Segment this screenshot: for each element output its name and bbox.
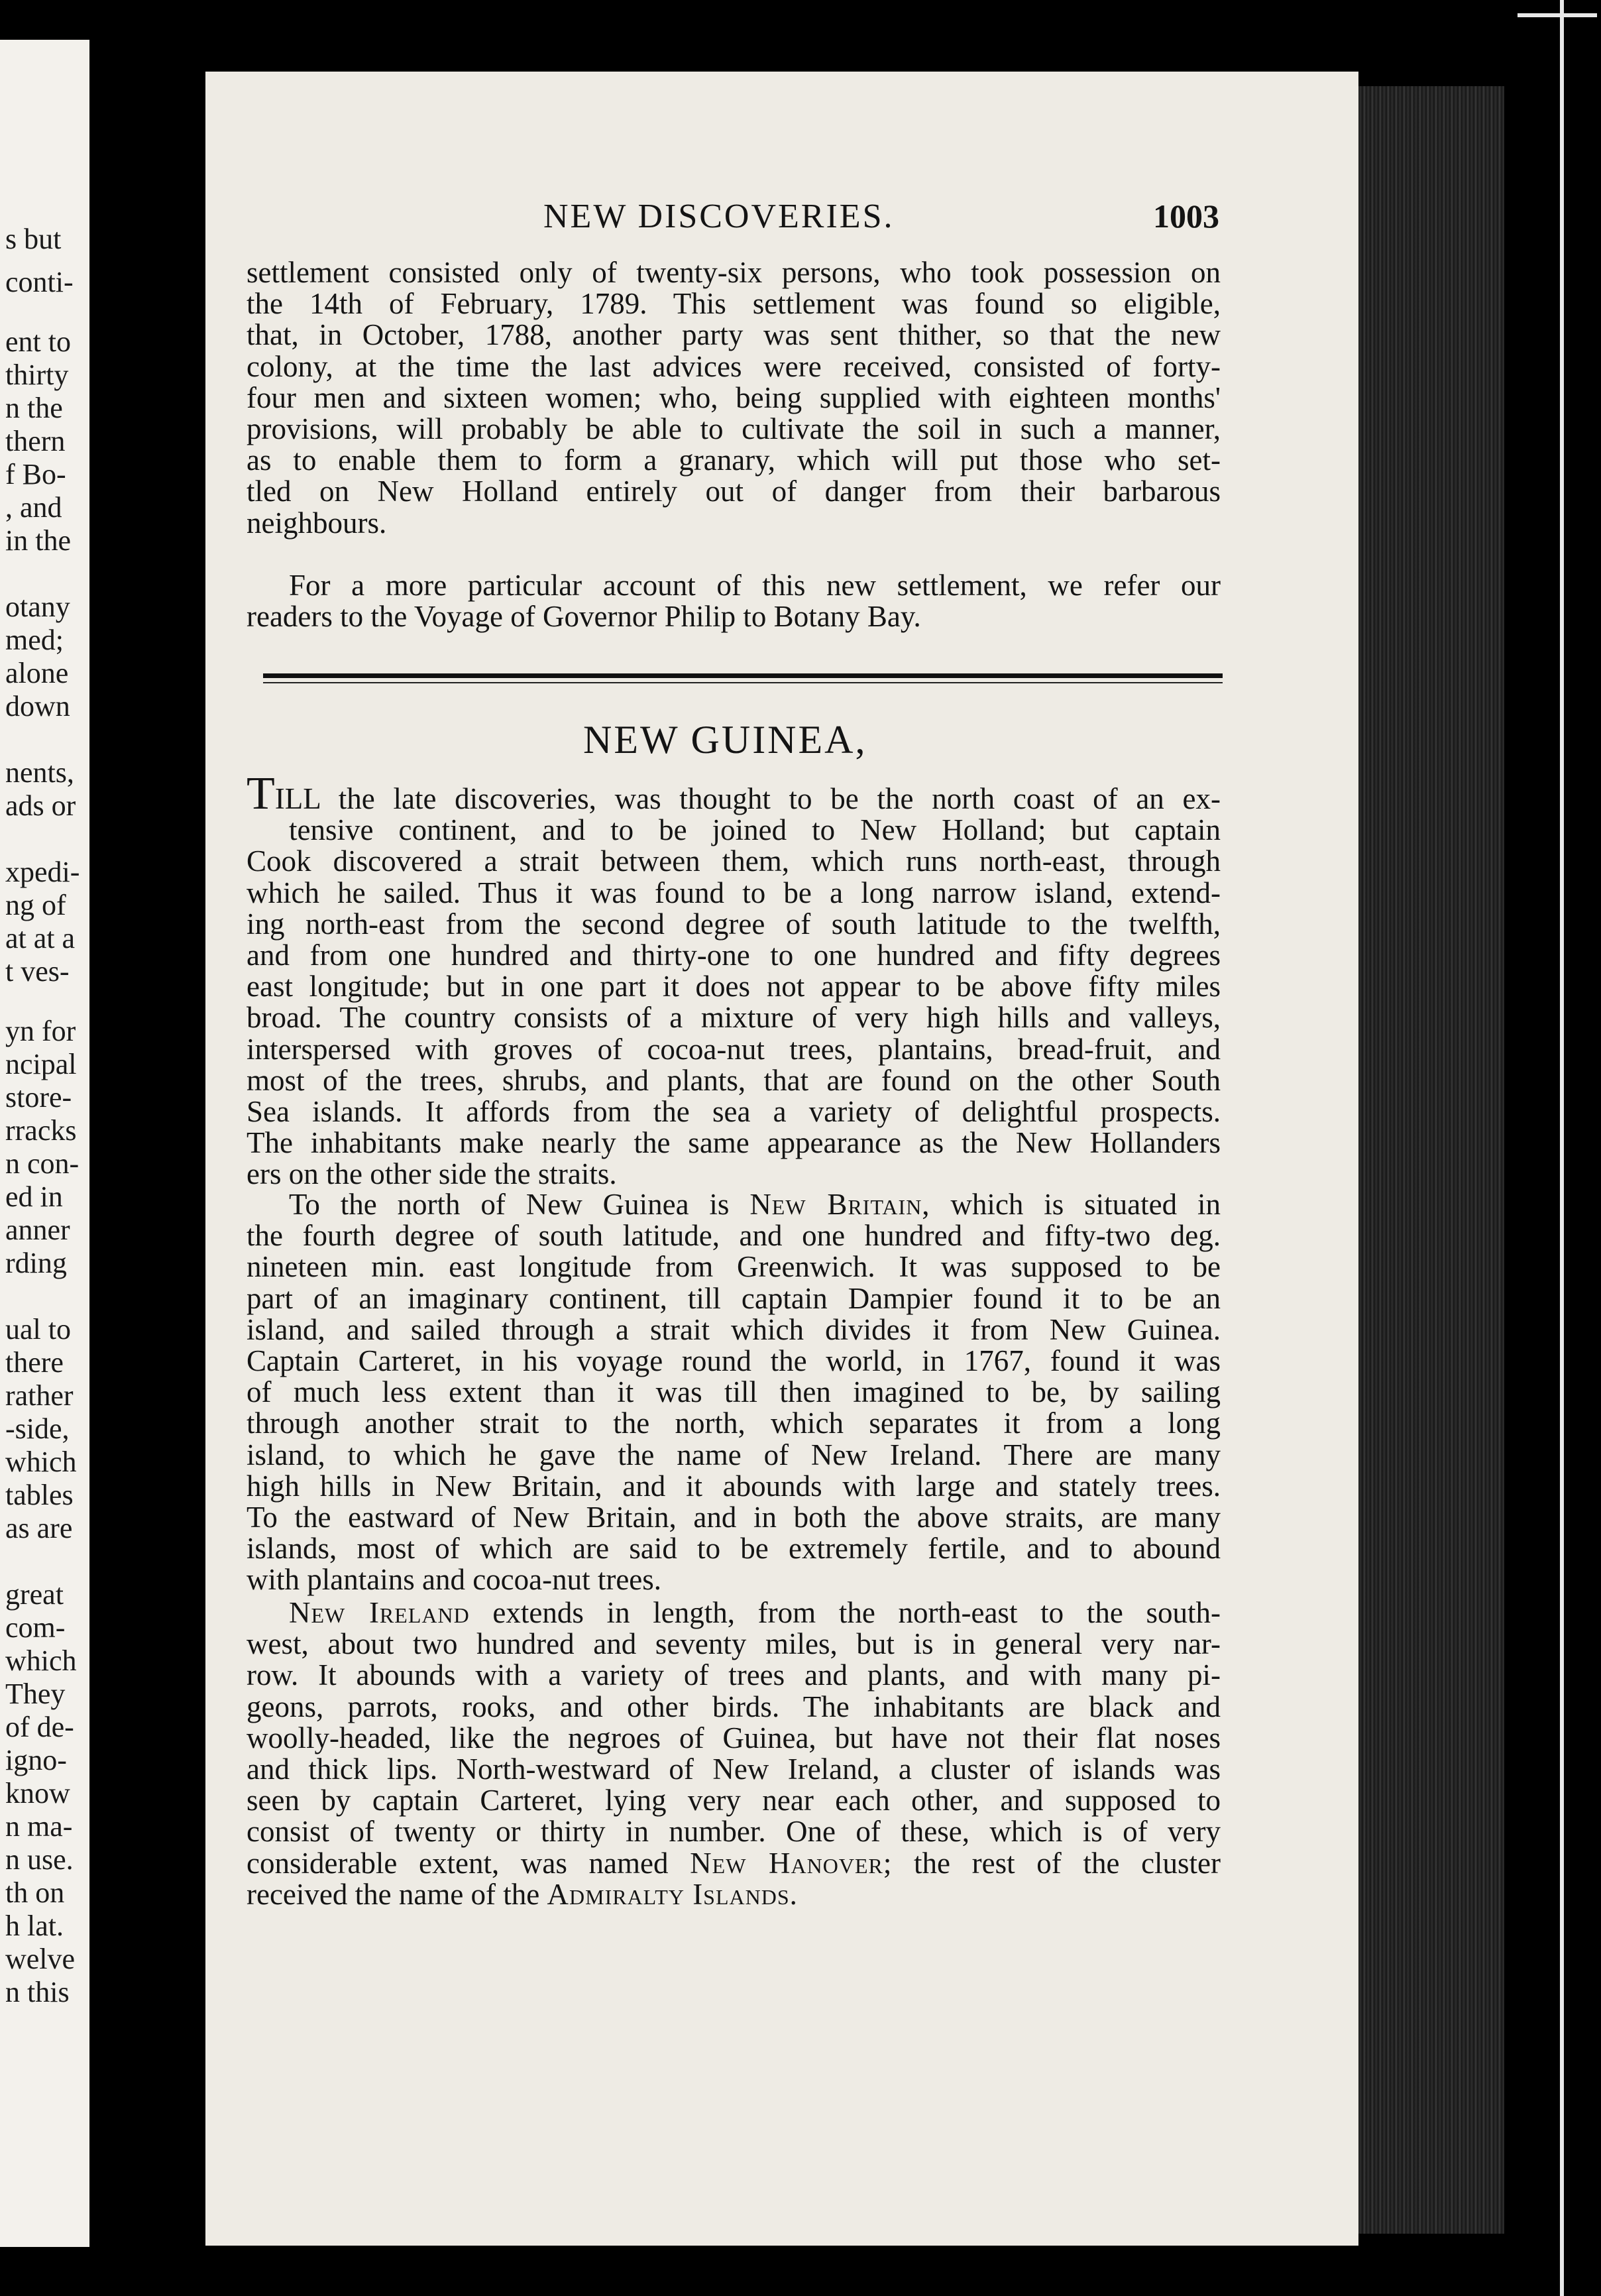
- frame-border-right: [1560, 0, 1564, 2296]
- left-page-text-fragment: as are: [5, 1512, 73, 1544]
- left-page-text-fragment: ng of: [5, 889, 66, 921]
- text-line: For a more particular account of this new settlement, we refer our: [289, 569, 1221, 602]
- left-page-text-fragment: down: [5, 690, 70, 722]
- left-page-text-fragment: alone: [5, 657, 69, 689]
- left-page-text-fragment: welve: [5, 1943, 76, 1975]
- section-rule: [263, 673, 1223, 678]
- left-page-text-fragment: thirty: [5, 359, 69, 391]
- text-line: ing north-east from the second degree of south latitude to the twelfth,: [247, 907, 1221, 941]
- text-line: part of an imaginary continent, till captain Dampier found it to be an: [247, 1281, 1221, 1315]
- left-page-text-fragment: in the: [5, 524, 71, 557]
- text-line: Cook discovered a strait between them, which runs north-east, through: [247, 844, 1221, 878]
- left-page-text-fragment: ed in: [5, 1180, 63, 1213]
- running-title: NEW DISCOVERIES.: [543, 198, 895, 235]
- left-page-text-fragment: n con-: [5, 1147, 80, 1180]
- left-page-text-fragment: there: [5, 1346, 64, 1379]
- text-line: island, to which he gave the name of New Ireland. There are many: [247, 1438, 1221, 1471]
- intro-paragraph: [247, 257, 1221, 539]
- text-line-lead: received the name of the: [247, 1877, 540, 1911]
- text-line: [247, 1879, 1221, 1910]
- left-page-text-fragment: s but: [5, 223, 62, 255]
- left-page-text-fragment: ent to: [5, 325, 71, 358]
- frame-border-top: [1518, 13, 1597, 17]
- left-page-text-fragment: rding: [5, 1247, 67, 1279]
- page-gutter: [89, 0, 205, 2296]
- text-line-lead: To the north of New Guinea is: [289, 1188, 730, 1221]
- text-line: of much less extent than it was till then imagined to be, by sailing: [247, 1375, 1221, 1409]
- text-line: which he sailed. Thus it was found to be a long narrow island, extend-: [247, 876, 1221, 909]
- text-line: [247, 1189, 1221, 1220]
- new-ireland-paragraph: [247, 1597, 1221, 1910]
- text-line: [247, 1848, 1221, 1879]
- left-page-fragment: [0, 40, 89, 2247]
- left-page-text-fragment: ncipal: [5, 1048, 77, 1080]
- left-page-text-fragment: n ma-: [5, 1810, 73, 1843]
- page-number: 1003: [1153, 198, 1219, 235]
- left-page-text-fragment: rracks: [5, 1114, 77, 1147]
- left-page-text-fragment: yn for: [5, 1015, 76, 1047]
- left-page-text-fragment: thern: [5, 425, 66, 457]
- text-line: consist of twenty or thirty in number. One of these, which is of very: [247, 1815, 1221, 1849]
- left-page-text-fragment: otany: [5, 591, 70, 623]
- place-name-new-hanover: New Hanover;: [690, 1846, 893, 1880]
- text-line: east longitude; but in one part it does not appear to be above fifty miles: [247, 970, 1221, 1004]
- left-page-text-fragment: n this: [5, 1976, 70, 2008]
- left-page-text-fragment: h lat.: [5, 1910, 64, 1942]
- text-line: as to enable them to form a granary, which will put those who set-: [247, 443, 1221, 477]
- text-line: row. It abounds with a variety of trees and plants, and with many pi-: [247, 1658, 1221, 1692]
- left-page-text-fragment: conti-: [5, 266, 74, 298]
- text-line: and thick lips. North-westward of New Ireland, a cluster of islands was: [247, 1752, 1221, 1786]
- left-page-text-fragment: f Bo-: [5, 458, 66, 490]
- text-line: colony, at the time the last advices were received, consisted of forty-: [247, 349, 1221, 383]
- left-page-text-fragment: tables: [5, 1479, 74, 1511]
- left-page-text-fragment: ual to: [5, 1313, 71, 1346]
- left-page-text-fragment: at at a: [5, 922, 76, 954]
- place-name-new-britain: New Britain,: [749, 1188, 930, 1221]
- text-line: ers on the other side the straits.: [247, 1157, 617, 1191]
- text-line: provisions, will probably be able to cultivate the soil in such a manner,: [247, 412, 1221, 446]
- text-line-rest: the rest of the cluster: [914, 1846, 1221, 1880]
- place-name-admiralty-islands: Admiralty Islands.: [547, 1877, 798, 1911]
- page-edges: [1358, 86, 1504, 2234]
- text-line: nineteen min. east longitude from Greenwich. It was supposed to be: [247, 1250, 1221, 1284]
- text-line: neighbours.: [247, 506, 387, 540]
- left-page-text-fragment: which: [5, 1644, 77, 1677]
- text-line: Captain Carteret, in his voyage round the world, in 1767, found it was: [247, 1344, 1221, 1378]
- left-page-text-fragment: t ves-: [5, 955, 70, 988]
- left-page-text-fragment: , and: [5, 491, 62, 524]
- left-page-text-fragment: of de-: [5, 1711, 74, 1743]
- section-rule-thin: [263, 682, 1223, 683]
- text-line: the 14th of February, 1789. This settlement was found so eligible,: [247, 287, 1221, 321]
- new-guinea-paragraph: [247, 768, 1221, 1191]
- text-line: tensive continent, and to be joined to New Holland; but captain: [289, 813, 1221, 847]
- text-line: island, and sailed through a strait which divides it from New Guinea.: [247, 1312, 1221, 1346]
- left-page-text-fragment: th on: [5, 1876, 65, 1909]
- left-page-text-fragment: ads or: [5, 789, 76, 822]
- left-page-text-fragment: great: [5, 1578, 64, 1611]
- text-line: interspersed with groves of cocoa-nut trees, plantains, bread-fruit, and: [247, 1032, 1221, 1066]
- new-britain-paragraph: [247, 1189, 1221, 1596]
- left-page-text-fragment: store-: [5, 1081, 72, 1114]
- left-page-text-fragment: They: [5, 1678, 66, 1710]
- left-page-text-fragment: com-: [5, 1611, 66, 1644]
- left-page-text-fragment: anner: [5, 1214, 70, 1246]
- text-line: west, about two hundred and seventy miles, but is in general very nar-: [247, 1627, 1221, 1661]
- left-page-text-fragment: med;: [5, 624, 64, 656]
- right-margin: [1504, 0, 1601, 2296]
- left-page-text-fragment: which: [5, 1446, 77, 1478]
- text-line: seen by captain Carteret, lying very near each other, and supposed to: [247, 1784, 1221, 1817]
- text-line: The inhabitants make nearly the same appearance as the New Hollanders: [247, 1126, 1221, 1160]
- text-line: the fourth degree of south latitude, and one hundred and fifty-two deg.: [247, 1219, 1221, 1253]
- text-line: geons, parrots, rooks, and other birds. The inhabitants are black and: [247, 1690, 1221, 1723]
- text-line: through another strait to the north, which separates it from a long: [247, 1406, 1221, 1440]
- text-line: islands, most of which are said to be extremely fertile, and to abound: [247, 1532, 1221, 1566]
- left-page-text-fragment: n the: [5, 392, 63, 424]
- left-page-text-fragment: know: [5, 1777, 70, 1809]
- text-line: woolly-headed, like the negroes of Guinea, but have not their flat noses: [247, 1721, 1221, 1754]
- text-line: [247, 1597, 1221, 1629]
- left-page-text-fragment: igno-: [5, 1744, 67, 1776]
- text-line: readers to the Voyage of Governor Philip to Botany Bay.: [247, 600, 921, 634]
- place-name-new-ireland: New Ireland: [289, 1596, 470, 1629]
- text-line: broad. The country consists of a mixture of very high hills and valleys,: [247, 1001, 1221, 1035]
- left-page-text-fragment: rather: [5, 1379, 74, 1412]
- text-line: [247, 768, 1221, 819]
- left-page-text-fragment: nents,: [5, 756, 74, 789]
- section-title: NEW GUINEA,: [583, 718, 867, 762]
- text-line: that, in October, 1788, another party was sent thither, so that the new: [247, 318, 1221, 352]
- text-line: settlement consisted only of twenty-six persons, who took possession on: [247, 256, 1221, 289]
- text-line: with plantains and cocoa-nut trees.: [247, 1563, 662, 1597]
- text-line-rest: which is situated in: [950, 1188, 1221, 1221]
- drop-cap: T: [247, 768, 275, 819]
- text-line: high hills in New Britain, and it abounds with large and stately trees.: [247, 1469, 1221, 1503]
- reference-paragraph: [247, 570, 1221, 632]
- text-line-lead: considerable extent, was named: [247, 1846, 669, 1880]
- text-line-rest: extends in length, from the north-east to the south-: [492, 1596, 1221, 1629]
- text-line: and from one hundred and thirty-one to one hundred and fifty degrees: [247, 939, 1221, 972]
- text-line-rest: ILL the late discoveries, was thought to be the north coast of an ex-: [274, 782, 1221, 815]
- text-line: tled on New Holland entirely out of danger from their barbarous: [247, 475, 1221, 508]
- left-page-text-fragment: -side,: [5, 1412, 70, 1445]
- left-page-text-fragment: n use.: [5, 1843, 74, 1876]
- text-line: To the eastward of New Britain, and in both the above straits, are many: [247, 1501, 1221, 1534]
- text-line: four men and sixteen women; who, being supplied with eighteen months': [247, 380, 1221, 414]
- text-line: most of the trees, shrubs, and plants, that are found on the other South: [247, 1063, 1221, 1097]
- left-page-text-fragment: xpedi-: [5, 856, 80, 888]
- text-line: Sea islands. It affords from the sea a variety of delightful prospects.: [247, 1095, 1221, 1129]
